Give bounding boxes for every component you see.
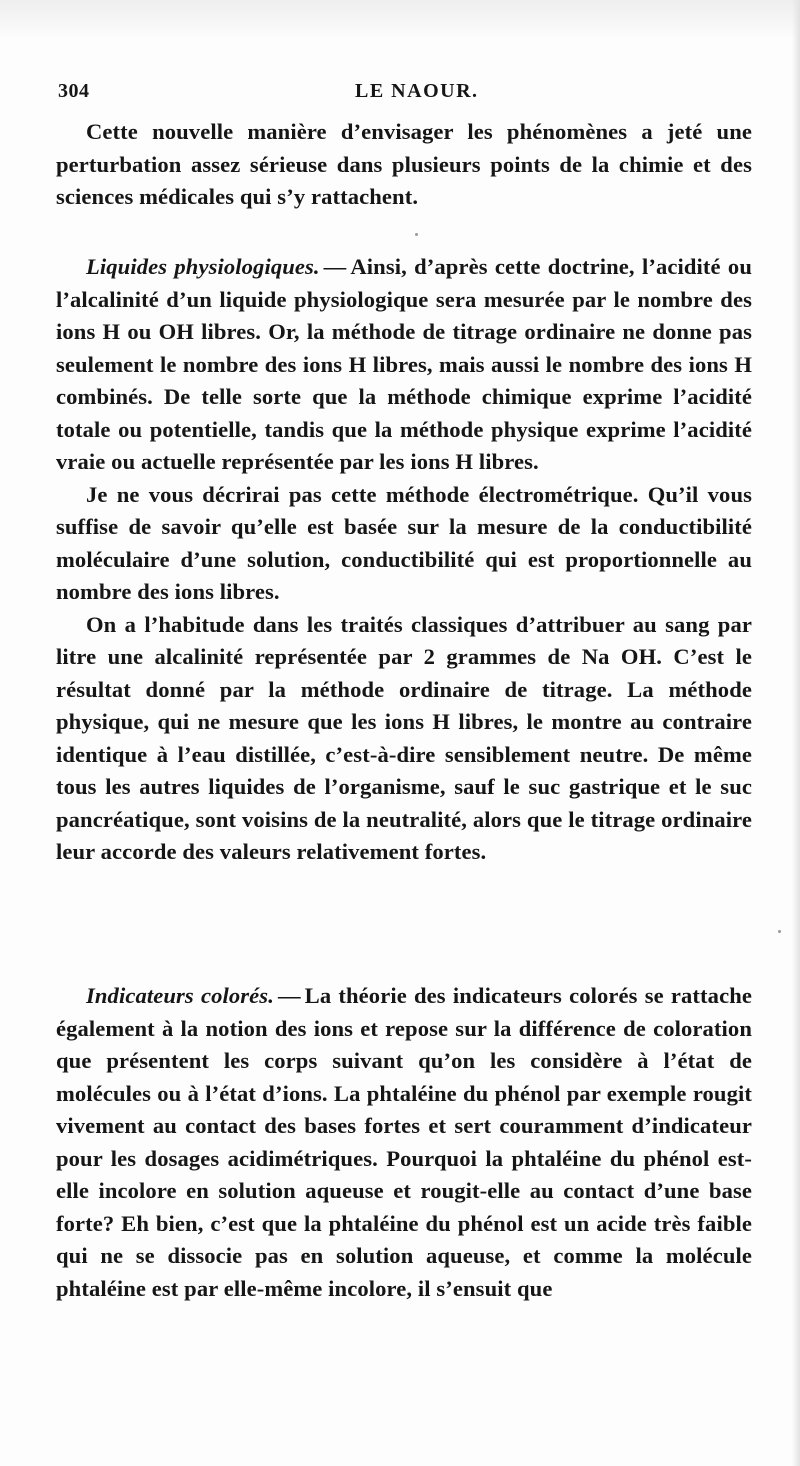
text-block-intro: [56, 116, 752, 214]
section-title-liquides: Liquides physiologiques.: [86, 254, 320, 279]
text-block-liquides: [56, 251, 752, 869]
paragraph-intro: Cette nouvelle manière d’envisager les phénomènes a jeté une perturbation assez sérieuse dans plusieurs points de la chimie et des sciences médicales qui s’y rattachent.: [56, 119, 752, 209]
paragraph-methode: Je ne vous décrirai pas cette méthode électrométrique. Qu’il vous suffise de savoir qu’elle est basée sur la mesure de la conductibilité moléculaire d’une solution, conductibilité qui est proportionnelle au nombre des ions libres.: [56, 481, 752, 604]
running-title: LE NAOUR.: [355, 80, 479, 102]
section-dash: —: [277, 983, 301, 1008]
running-header: [58, 80, 754, 106]
scan-shading-top: [0, 0, 800, 40]
paragraph-liquides-text: Ainsi, d’après cette doctrine, l’acidité ou l’alcalinité d’un liquide physiologique sera mesurée par le nombre des ions H ou OH libres. Or, la méthode de titrage ordinaire ne donne pas seulement le nombre des ions H libres, mais aussi le nombre des ions H combinés. De telle sorte que la méthode chimique exprime l’acidité totale ou potentielle, tandis que la méthode physique exprime l’acidité vraie ou actuelle représentée par les ions H libres.: [56, 254, 752, 474]
paragraph-indicateurs: [56, 980, 752, 1305]
paragraph-indicateurs-text: La théorie des indicateurs colorés se rattache également à la notion des ions et repose sur la différence de coloration que présentent les corps suivant qu’on les considère à l’état de molécules ou à l’état d’ions. La phtaléine du phénol par exemple rougit vivement au contact des bases fortes et sert couramment d’indicateur pour les dosages acidimétriques. Pourquoi la phtaléine du phénol est-elle incolore en solution aqueuse et rougit-elle au contact d’une base forte? Eh bien, c’est que la phtaléine du phénol est un acide très faible qui ne se dissocie pas en solution aqueuse, et comme la molécule phtaléine est par elle-même incolore, il s’ensuit que: [56, 983, 752, 1301]
text-block-indicateurs: [56, 980, 752, 1305]
page-number: 304: [58, 80, 90, 102]
paragraph-liquides: [56, 251, 752, 479]
section-dash: —: [323, 254, 347, 279]
ink-speck: [778, 930, 781, 933]
section-title-indicateurs: Indicateurs colorés.: [86, 983, 274, 1008]
paragraph-habitude: On a l’habitude dans les traités classiques d’attribuer au sang par litre une alcalinité représentée par 2 grammes de Na OH. C’est le résultat donné par la méthode ordinaire de titrage. La méthode physique, qui ne mesure que les ions H libres, le montre au contraire identique à l’eau distillée, c’est-à-dire sensiblement neutre. De même tous les autres liquides de l’organisme, sauf le suc gastrique et le suc pancréatique, sont voisins de la neutralité, alors que le titrage ordinaire leur accorde des valeurs relativement fortes.: [56, 611, 752, 864]
ink-speck: [415, 233, 418, 236]
scan-shading-edge: [792, 0, 800, 1466]
